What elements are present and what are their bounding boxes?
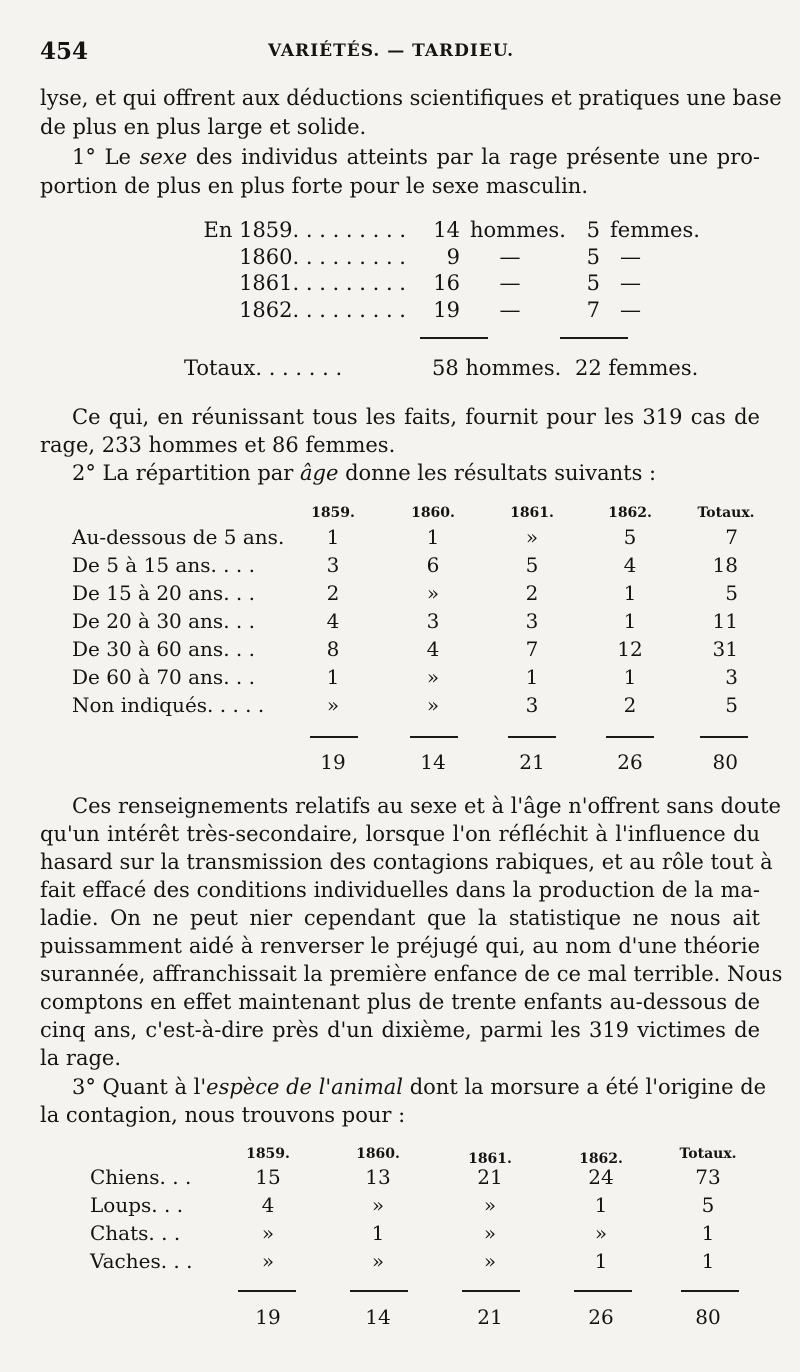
sex-total-label: Totaux. . . . . . . bbox=[184, 356, 343, 380]
total-cell: 19 bbox=[255, 1305, 281, 1329]
cell: 2 bbox=[623, 693, 637, 717]
text-line: comptons en effet maintenant plus de trente enfants au-dessous de bbox=[40, 990, 760, 1014]
col-header: 1862. bbox=[579, 1151, 623, 1167]
cell: 4 bbox=[261, 1193, 275, 1217]
sex-row-label: En 1859. . . . . . . . . bbox=[203, 218, 406, 242]
sex-row-women-unit: — bbox=[620, 298, 641, 322]
sex-row-men: 9 bbox=[446, 245, 460, 269]
sum-rule bbox=[574, 1290, 632, 1292]
col-header: 1860. bbox=[356, 1146, 400, 1162]
sex-row-label: 1861. . . . . . . . . bbox=[239, 271, 406, 295]
cell: 3 bbox=[525, 609, 539, 633]
emphasis: espèce de l'animal bbox=[206, 1075, 404, 1099]
text-line: cinq ans, c'est-à-dire près d'un dixième, parmi les 319 victimes de bbox=[40, 1018, 760, 1042]
running-title: VARIÉTÉS. — TARDIEU. bbox=[268, 41, 515, 61]
cell: 5 bbox=[725, 693, 738, 717]
col-header: 1859. bbox=[246, 1146, 290, 1162]
cell: 12 bbox=[617, 637, 643, 661]
cell: 3 bbox=[326, 553, 340, 577]
cell: 21 bbox=[477, 1165, 503, 1189]
text-line: rage, 233 hommes et 86 femmes. bbox=[40, 433, 396, 457]
section-number: 1° bbox=[72, 145, 96, 169]
cell: 7 bbox=[525, 637, 539, 661]
section-number: 3° bbox=[72, 1075, 96, 1099]
row-label: Non indiqués. . . . . bbox=[72, 693, 265, 717]
cell: 11 bbox=[712, 609, 738, 633]
cell: » bbox=[371, 1249, 385, 1273]
sum-rule bbox=[420, 337, 488, 339]
sum-rule bbox=[681, 1290, 739, 1292]
text-line: de plus en plus large et solide. bbox=[40, 115, 367, 139]
cell: 31 bbox=[712, 637, 738, 661]
emphasis: sexe bbox=[139, 145, 188, 169]
cell: 5 bbox=[701, 1193, 715, 1217]
row-label: De 30 à 60 ans. . . bbox=[72, 637, 255, 661]
col-header: 1859. bbox=[311, 505, 355, 521]
sex-row-women: 5 bbox=[586, 245, 600, 269]
cell: » bbox=[483, 1249, 497, 1273]
sex-row-label: 1860. . . . . . . . . bbox=[239, 245, 406, 269]
cell: 2 bbox=[326, 581, 340, 605]
cell: » bbox=[426, 665, 440, 689]
text-line: 2° La répartition par âge donne les résultats suivants : bbox=[72, 461, 657, 485]
cell: 6 bbox=[426, 553, 440, 577]
cell: » bbox=[426, 693, 440, 717]
text-line: la rage. bbox=[40, 1046, 122, 1070]
cell: 4 bbox=[426, 637, 440, 661]
cell: » bbox=[525, 525, 539, 549]
cell: 5 bbox=[623, 525, 637, 549]
cell: » bbox=[261, 1249, 275, 1273]
row-label: De 20 à 30 ans. . . bbox=[72, 609, 255, 633]
cell: 13 bbox=[365, 1165, 391, 1189]
cell: » bbox=[371, 1193, 385, 1217]
total-cell: 21 bbox=[477, 1305, 503, 1329]
cell: » bbox=[326, 693, 340, 717]
total-cell: 14 bbox=[420, 750, 446, 774]
col-header: 1861. bbox=[510, 505, 554, 521]
cell: 24 bbox=[588, 1165, 614, 1189]
emphasis: âge bbox=[300, 461, 339, 485]
cell: 3 bbox=[426, 609, 440, 633]
col-header: Totaux. bbox=[679, 1146, 737, 1162]
total-cell: 80 bbox=[695, 1305, 721, 1329]
cell: 7 bbox=[725, 525, 738, 549]
cell: 4 bbox=[623, 553, 637, 577]
row-label: Au-dessous de 5 ans. bbox=[72, 525, 285, 549]
sex-total-women: 22 femmes. bbox=[575, 356, 699, 380]
cell: 5 bbox=[725, 581, 738, 605]
row-label: Chiens. . . bbox=[90, 1165, 192, 1189]
sex-row-women: 5 bbox=[586, 218, 600, 242]
text-line: la contagion, nous trouvons pour : bbox=[40, 1103, 406, 1127]
cell: 1 bbox=[594, 1193, 608, 1217]
sex-row-men: 19 bbox=[433, 298, 460, 322]
cell: 73 bbox=[695, 1165, 721, 1189]
cell: 4 bbox=[326, 609, 340, 633]
text-line: fait effacé des conditions individuelles dans la production de la ma- bbox=[40, 878, 760, 902]
cell: 1 bbox=[525, 665, 539, 689]
cell: 1 bbox=[426, 525, 440, 549]
cell: 8 bbox=[326, 637, 340, 661]
sex-row-women: 5 bbox=[586, 271, 600, 295]
text-line: qu'un intérêt très-secondaire, lorsque l'on réfléchit à l'influence du bbox=[40, 822, 760, 846]
cell: 1 bbox=[326, 665, 340, 689]
cell: 1 bbox=[623, 665, 637, 689]
section-number: 2° bbox=[72, 461, 96, 485]
cell: 3 bbox=[525, 693, 539, 717]
total-cell: 80 bbox=[712, 750, 738, 774]
total-cell: 14 bbox=[365, 1305, 391, 1329]
cell: » bbox=[483, 1221, 497, 1245]
sum-rule bbox=[410, 736, 458, 738]
total-cell: 21 bbox=[519, 750, 545, 774]
cell: 15 bbox=[255, 1165, 281, 1189]
sum-rule bbox=[462, 1290, 520, 1292]
cell: » bbox=[483, 1193, 497, 1217]
sex-row-women: 7 bbox=[586, 298, 600, 322]
page-header bbox=[40, 38, 760, 68]
row-label: De 5 à 15 ans. . . . bbox=[72, 553, 255, 577]
text-line: Ces renseignements relatifs au sexe et à l'âge n'offrent sans doute bbox=[72, 794, 781, 818]
col-header: Totaux. bbox=[697, 505, 755, 521]
sex-row-men-unit: — bbox=[499, 271, 521, 295]
sum-rule bbox=[350, 1290, 408, 1292]
row-label: Loups. . . bbox=[90, 1193, 184, 1217]
cell: 1 bbox=[371, 1221, 385, 1245]
cell: 2 bbox=[525, 581, 539, 605]
cell: 1 bbox=[594, 1249, 608, 1273]
sex-row-men: 14 bbox=[433, 218, 460, 242]
text-line: lyse, et qui offrent aux déductions scientifiques et pratiques une base bbox=[40, 86, 782, 110]
cell: 1 bbox=[623, 581, 637, 605]
cell: » bbox=[594, 1221, 608, 1245]
sex-row-women-unit: — bbox=[620, 271, 641, 295]
text-line: ladie. On ne peut nier cependant que la statistique ne nous ait bbox=[40, 906, 760, 930]
cell: 18 bbox=[712, 553, 738, 577]
text-line: hasard sur la transmission des contagions rabiques, et au rôle tout à bbox=[40, 850, 773, 874]
text-line: puissamment aidé à renverser le préjugé qui, au nom d'une théorie bbox=[40, 934, 760, 958]
text-line: portion de plus en plus forte pour le sexe masculin. bbox=[40, 174, 588, 198]
text-line: 1° Le sexe des individus atteints par la rage présente une pro- bbox=[72, 145, 760, 169]
sex-row-men: 16 bbox=[433, 271, 460, 295]
total-cell: 26 bbox=[588, 1305, 614, 1329]
sum-rule bbox=[606, 736, 654, 738]
sum-rule bbox=[700, 736, 748, 738]
sex-row-women-unit: — bbox=[620, 245, 641, 269]
cell: » bbox=[426, 581, 440, 605]
sex-row-men-unit: — bbox=[499, 298, 521, 322]
sum-rule bbox=[238, 1290, 296, 1292]
sex-row-men-unit: — bbox=[499, 245, 521, 269]
text-line: surannée, affranchissait la première enfance de ce mal terrible. Nous bbox=[40, 962, 783, 986]
cell: » bbox=[261, 1221, 275, 1245]
page-number: 454 bbox=[40, 38, 89, 65]
row-label: De 60 à 70 ans. . . bbox=[72, 665, 255, 689]
sex-row-label: 1862. . . . . . . . . bbox=[239, 298, 406, 322]
sex-row-women-unit: femmes. bbox=[610, 218, 700, 242]
sex-row-men-unit: hommes. bbox=[470, 218, 566, 242]
row-label: De 15 à 20 ans. . . bbox=[72, 581, 255, 605]
cell: 3 bbox=[725, 665, 738, 689]
cell: 1 bbox=[701, 1249, 715, 1273]
cell: 1 bbox=[701, 1221, 715, 1245]
text-line: 3° Quant à l'espèce de l'animal dont la morsure a été l'origine de bbox=[72, 1075, 767, 1099]
cell: 5 bbox=[525, 553, 539, 577]
total-cell: 26 bbox=[617, 750, 643, 774]
col-header: 1860. bbox=[411, 505, 455, 521]
row-label: Chats. . . bbox=[90, 1221, 181, 1245]
total-cell: 19 bbox=[320, 750, 346, 774]
cell: 1 bbox=[623, 609, 637, 633]
row-label: Vaches. . . bbox=[90, 1249, 193, 1273]
sum-rule bbox=[310, 736, 358, 738]
sum-rule bbox=[560, 337, 628, 339]
col-header: 1862. bbox=[608, 505, 652, 521]
sex-total-men: 58 hommes. bbox=[432, 356, 562, 380]
cell: 1 bbox=[326, 525, 340, 549]
sum-rule bbox=[508, 736, 556, 738]
col-header: 1861. bbox=[468, 1151, 512, 1167]
text-line: Ce qui, en réunissant tous les faits, fournit pour les 319 cas de bbox=[72, 405, 760, 429]
